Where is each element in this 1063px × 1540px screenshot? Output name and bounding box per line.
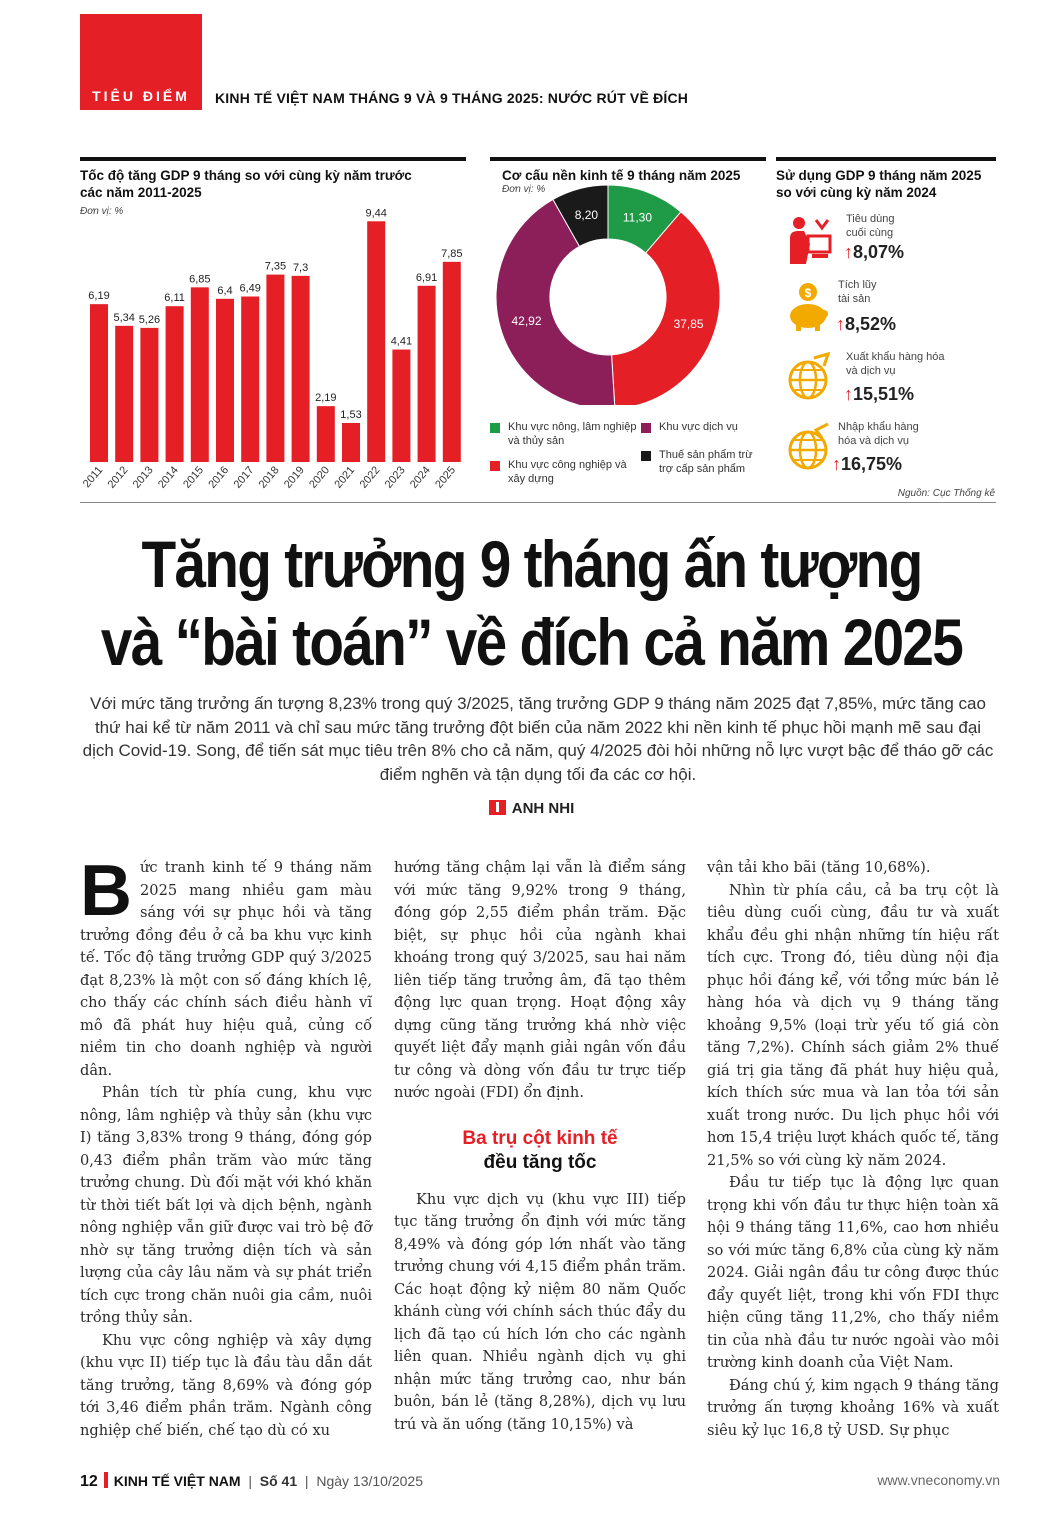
bar-value-label: 6,19: [88, 290, 110, 303]
article-headline: [74, 525, 988, 681]
paragraph: Phân tích từ phía cung, khu vực nông, lâm nghiệp và thủy sản (khu vực I) tăng 3,83% trong 9 tháng, đóng góp 0,43 điểm phần trăm vào mức tăng trưởng chung. Dù đối mặt với khó khăn từ thời tiết bất lợi và dịch bệnh, ngành nông nghiệp vẫn giữ được vai trò bệ đỡ nhờ sự tăng trưởng diện tích và sản lượng của cây lâu năm và sự phát triển tích cực trong chăn nuôi gia cầm, nuôi trồng thủy sản.: [80, 1084, 372, 1326]
donut-value-label: 8,20: [574, 207, 599, 222]
article-column-2: [394, 857, 686, 1436]
page-number: 12: [80, 1473, 98, 1490]
structure-donut-chart: [490, 185, 760, 405]
footer-separator: |: [304, 1473, 309, 1489]
issue-number: Số 41: [259, 1473, 298, 1489]
usage-value-accumulation: [836, 314, 896, 335]
usage-chart-title-line2: so với cùng kỳ năm 2024: [776, 185, 937, 200]
usage-label-consumption-l2: cuối cùng: [846, 227, 894, 239]
x-tick-label: 2017: [231, 464, 257, 491]
website-link[interactable]: www.vneconomy.vn: [877, 1472, 1000, 1488]
article-column-3: [707, 857, 999, 1442]
bar-value-label: 2,19: [315, 392, 337, 405]
bar-value-label: 6,85: [189, 273, 211, 286]
divider: [80, 502, 996, 503]
x-tick-label: 2023: [382, 464, 408, 491]
usage-label-accumulation: [838, 278, 877, 306]
article-subhead: [394, 1127, 686, 1175]
paragraph: Khu vực công nghiệp và xây dựng (khu vực II) tiếp tục là đầu tàu dẫn dắt tăng trưởng, tăng 8,69% và đóng góp tới 3,46 điểm phần trăm. Ngành công nghiệp chế biến, chế tạo dù có xu: [80, 1331, 372, 1439]
usage-value-export: [844, 384, 914, 405]
usage-label-import-l1: Nhập khẩu hàng: [838, 421, 919, 433]
usage-item-accumulation: [780, 276, 1000, 342]
bar-2016: [216, 299, 234, 462]
bar-value-label: 6,91: [415, 271, 438, 284]
bar-2012: [115, 326, 133, 462]
usage-label-export-l1: Xuất khẩu hàng hóa: [846, 351, 945, 363]
paragraph: [80, 851, 372, 1082]
paragraph: Đáng chú ý, kim ngạch 9 tháng tăng trưởng ấn tượng khoảng 16% và xuất siêu kỷ lục 16,8 tỷ USD. Sự phục: [707, 1376, 999, 1439]
paragraph-text: ức tranh kinh tế 9 tháng năm 2025 mang nhiều gam màu sáng với sự phục hồi và tăng trưởng đồng đều ở cả ba khu vực kinh tế. Tốc độ tăng trưởng GDP quý 3/2025 đạt 8,23% là một con số đáng khích lệ, cho thấy các chính sách điều hành vĩ mô đã phát huy hiệu quả, củng cố niềm tin cho doanh nghiệp và người dân.: [80, 859, 372, 1079]
author-name: ANH NHI: [511, 800, 575, 817]
bar-value-label: 7,35: [264, 260, 287, 273]
section-title: KINH TẾ VIỆT NAM THÁNG 9 VÀ 9 THÁNG 2025: NƯỚC RÚT VỀ ĐÍCH: [215, 90, 689, 106]
headline-line2: và “bài toán” về đích cả năm 2025: [100, 605, 963, 679]
legend-label-services: Khu vực dịch vụ: [659, 421, 738, 433]
up-arrow-icon: ↑: [836, 314, 845, 334]
up-arrow-icon: ↑: [844, 384, 853, 404]
bar-2023: [392, 350, 410, 462]
consumer-icon: [786, 214, 832, 266]
headline-line1: Tăng trưởng 9 tháng ấn tượng: [141, 527, 922, 601]
bar-value-label: 6,11: [164, 292, 185, 305]
legend-item-agriculture: [490, 420, 637, 452]
gdp-chart-unit: Đơn vị: %: [80, 206, 124, 217]
usage-label-consumption: [846, 212, 895, 240]
usage-label-import: [838, 420, 919, 448]
usage-label-import-l2: hóa và dịch vụ: [838, 435, 909, 447]
usage-number-accumulation: 8,52%: [845, 314, 897, 334]
structure-chart-unit: Đơn vị: %: [502, 184, 546, 195]
bar-2015: [191, 287, 209, 462]
x-tick-label: 2024: [407, 464, 433, 491]
x-tick-label: 2013: [130, 464, 156, 491]
legend-label-taxes: Thuế sản phẩm trừ trợ cấp sản phẩm: [659, 449, 753, 475]
x-tick-label: 2020: [307, 464, 333, 491]
bar-value-label: 7,85: [441, 247, 463, 260]
footer-red-mark: [104, 1472, 108, 1488]
piggy-bank-icon: [786, 280, 832, 332]
bar-value-label: 6,49: [239, 282, 261, 295]
x-tick-label: 2019: [281, 464, 307, 491]
x-tick-label: 2021: [332, 464, 358, 491]
usage-label-accumulation-l2: tài sản: [838, 293, 871, 305]
bar-2022: [367, 221, 385, 462]
byline: [0, 800, 1063, 817]
usage-label-export-l2: và dịch vụ: [846, 365, 896, 377]
x-tick-label: 2015: [181, 464, 207, 491]
usage-chart-title-line1: Sử dụng GDP 9 tháng năm 2025: [776, 168, 982, 183]
x-tick-label: 2025: [433, 464, 459, 491]
x-tick-label: 2022: [357, 464, 383, 491]
paragraph: hướng tăng chậm lại vẫn là điểm sáng với mức tăng 9,92% trong 9 tháng, đóng góp 2,55 điểm phần trăm. Đặc biệt, sự phục hồi của ngành khai khoáng trong quý 3/2025, sau hai năm liên tiếp tăng trưởng âm, đã tạo thêm động lực quan trọng. Hoạt động xây dựng cũng tăng trưởng khá nhờ việc quyết liệt đẩy mạnh giải ngân vốn đầu tư công và dòng vốn đầu tư trực tiếp nước ngoài (FDI) ổn định.: [394, 859, 686, 1101]
x-tick-label: 2012: [105, 464, 131, 491]
globe-export-icon: [786, 350, 832, 402]
chart-rule-gdp: [80, 157, 466, 161]
x-tick-label: 2014: [155, 464, 181, 491]
gdp-chart-title-line2: các năm 2011-2025: [80, 185, 202, 200]
bar-2018: [266, 275, 284, 462]
paragraph: Khu vực dịch vụ (khu vực III) tiếp tục tăng trưởng ổn định với mức tăng 8,49% và đóng góp lớn nhất vào tăng trưởng chung với 4,15 điểm phần trăm. Các hoạt động kỷ niệm 80 năm Quốc khánh cùng với chính sách thúc đẩy du lịch đã tạo cú hích lớn cho các ngành liên quan. Nhiều ngành dịch vụ ghi nhận mức tăng trưởng cao, như bán buôn, bán lẻ (tăng 8,28%), dịch vụ lưu trú và ăn uống (tăng 10,15%) và: [394, 1190, 686, 1433]
section-tag: TIÊU ĐIỂM: [92, 88, 190, 104]
usage-item-export: [780, 346, 1000, 412]
donut-value-label: 42,92: [511, 314, 542, 329]
usage-number-export: 15,51%: [853, 384, 915, 404]
usage-item-consumption: [780, 210, 1000, 276]
x-tick-label: 2011: [80, 464, 106, 491]
drop-cap: B: [80, 851, 132, 931]
gdp-chart-title-line1: Tốc độ tăng GDP 9 tháng so với cùng kỳ năm trước: [80, 168, 412, 183]
paragraph: vận tải kho bãi (tăng 10,68%).: [707, 859, 931, 876]
bar-value-label: 5,26: [138, 313, 161, 326]
usage-item-import: [780, 416, 1000, 482]
legend-swatch-purple: [641, 423, 651, 433]
bar-2014: [166, 306, 184, 462]
up-arrow-icon: ↑: [844, 242, 853, 262]
pen-icon: [489, 800, 506, 815]
bar-2019: [292, 276, 310, 462]
bar-2017: [241, 297, 259, 462]
usage-value-import: [832, 454, 902, 475]
x-tick-label: 2018: [256, 464, 282, 491]
legend-item-services: [641, 420, 781, 438]
issue-date: Ngày 13/10/2025: [316, 1473, 423, 1489]
bar-2021: [342, 423, 360, 462]
usage-chart-title: [776, 167, 1006, 201]
legend-swatch-black: [641, 451, 651, 461]
legend-swatch-red: [490, 461, 500, 471]
bar-value-label: 1,53: [340, 408, 362, 421]
gdp-bar-chart: [80, 190, 470, 500]
usage-value-consumption: [844, 242, 904, 263]
legend-item-taxes: [641, 448, 781, 480]
bar-2013: [140, 328, 158, 462]
paragraph: Đầu tư tiếp tục là động lực quan trọng khi vốn đầu tư thực hiện toàn xã hội 9 tháng tăng 11,6%, cao hơn nhiều so với mức tăng 6,8% của cùng kỳ năm 2024. Giải ngân đầu tư công được thúc đẩy quyết liệt, trong khi vốn FDI thực hiện cũng tăng 11,2%, cho thấy niềm tin của nhà đầu tư nước ngoài vào môi trường kinh doanh của Việt Nam.: [707, 1174, 999, 1371]
bar-value-label: 9,44: [365, 207, 387, 220]
bar-value-label: 4,41: [390, 335, 413, 348]
usage-label-export: [846, 350, 944, 378]
legend-label-agriculture: Khu vực nông, lâm nghiệp và thủy sản: [508, 421, 637, 447]
bar-2020: [317, 406, 335, 462]
subhead-line1: Ba trụ cột kinh tế: [462, 1127, 618, 1149]
usage-label-consumption-l1: Tiêu dùng: [846, 213, 895, 225]
usage-number-import: 16,75%: [841, 454, 903, 474]
bar-value-label: 7,3: [292, 261, 309, 274]
magazine-name: KINH TẾ VIỆT NAM: [113, 1473, 241, 1489]
article-column-1: [80, 851, 372, 1442]
article-lead: Với mức tăng trưởng ấn tượng 8,23% trong quý 3/2025, tăng trưởng GDP 9 tháng năm 2025 đạt 7,85%, mức tăng cao thứ hai kể từ năm 2011 và chỉ sau mức tăng trưởng đột biến của năm 2022 khi nền kinh tế phục hồi mạnh mẽ sau đại dịch Covid-19. Song, để tiến sát mục tiêu trên 8% cho cả năm, quý 4/2025 đòi hỏi những nỗ lực vượt bậc để tháo gỡ các điểm nghẽn và tận dụng tối đa các cơ hội.: [82, 694, 994, 784]
usage-label-accumulation-l1: Tích lũy: [838, 279, 877, 291]
donut-value-label: 11,30: [622, 210, 653, 225]
globe-import-icon: [786, 420, 832, 472]
chart-source: Nguồn: Cục Thống kê: [897, 488, 995, 499]
bar-value-label: 6,4: [217, 284, 233, 297]
structure-chart-title: Cơ cấu nền kinh tế 9 tháng năm 2025: [502, 168, 741, 183]
bar-2011: [90, 304, 108, 462]
bar-2025: [443, 262, 461, 462]
bar-2024: [418, 286, 436, 462]
svg-text:$: $: [804, 286, 812, 300]
legend-item-industry: [490, 458, 630, 490]
page-footer: [80, 1472, 1000, 1494]
usage-number-consumption: 8,07%: [853, 242, 905, 262]
footer-separator: |: [248, 1473, 252, 1489]
legend-label-industry: Khu vực công nghiệp và xây dựng: [508, 459, 627, 485]
chart-rule-usage: [776, 157, 996, 161]
chart-rule-structure: [490, 157, 766, 161]
legend-swatch-green: [490, 423, 500, 433]
x-tick-label: 2016: [206, 464, 232, 491]
bar-value-label: 5,34: [113, 311, 135, 324]
paragraph: Nhìn từ phía cầu, cả ba trụ cột là tiêu dùng cuối cùng, đầu tư và xuất khẩu đều ghi nhận những tín hiệu rất tích cực. Trong đó, tiêu dùng nội địa phục hồi đáng kể, với tổng mức bán lẻ hàng hóa và dịch vụ 9 tháng tăng khoảng 9,5% (loại trừ yếu tố giá còn tăng 7,2%). Chính sách giảm 2% thuế giá trị gia tăng đã phát huy hiệu quả, kích thích sức mua và lan tỏa tới sản xuất trong nước. Du lịch phục hồi với hơn 15,4 triệu lượt khách quốc tế, tăng 21,5% so với cùng kỳ năm 2024.: [707, 881, 999, 1169]
donut-value-label: 37,85: [673, 316, 704, 331]
subhead-line2: đều tăng tốc: [483, 1151, 597, 1173]
up-arrow-icon: ↑: [832, 454, 841, 474]
